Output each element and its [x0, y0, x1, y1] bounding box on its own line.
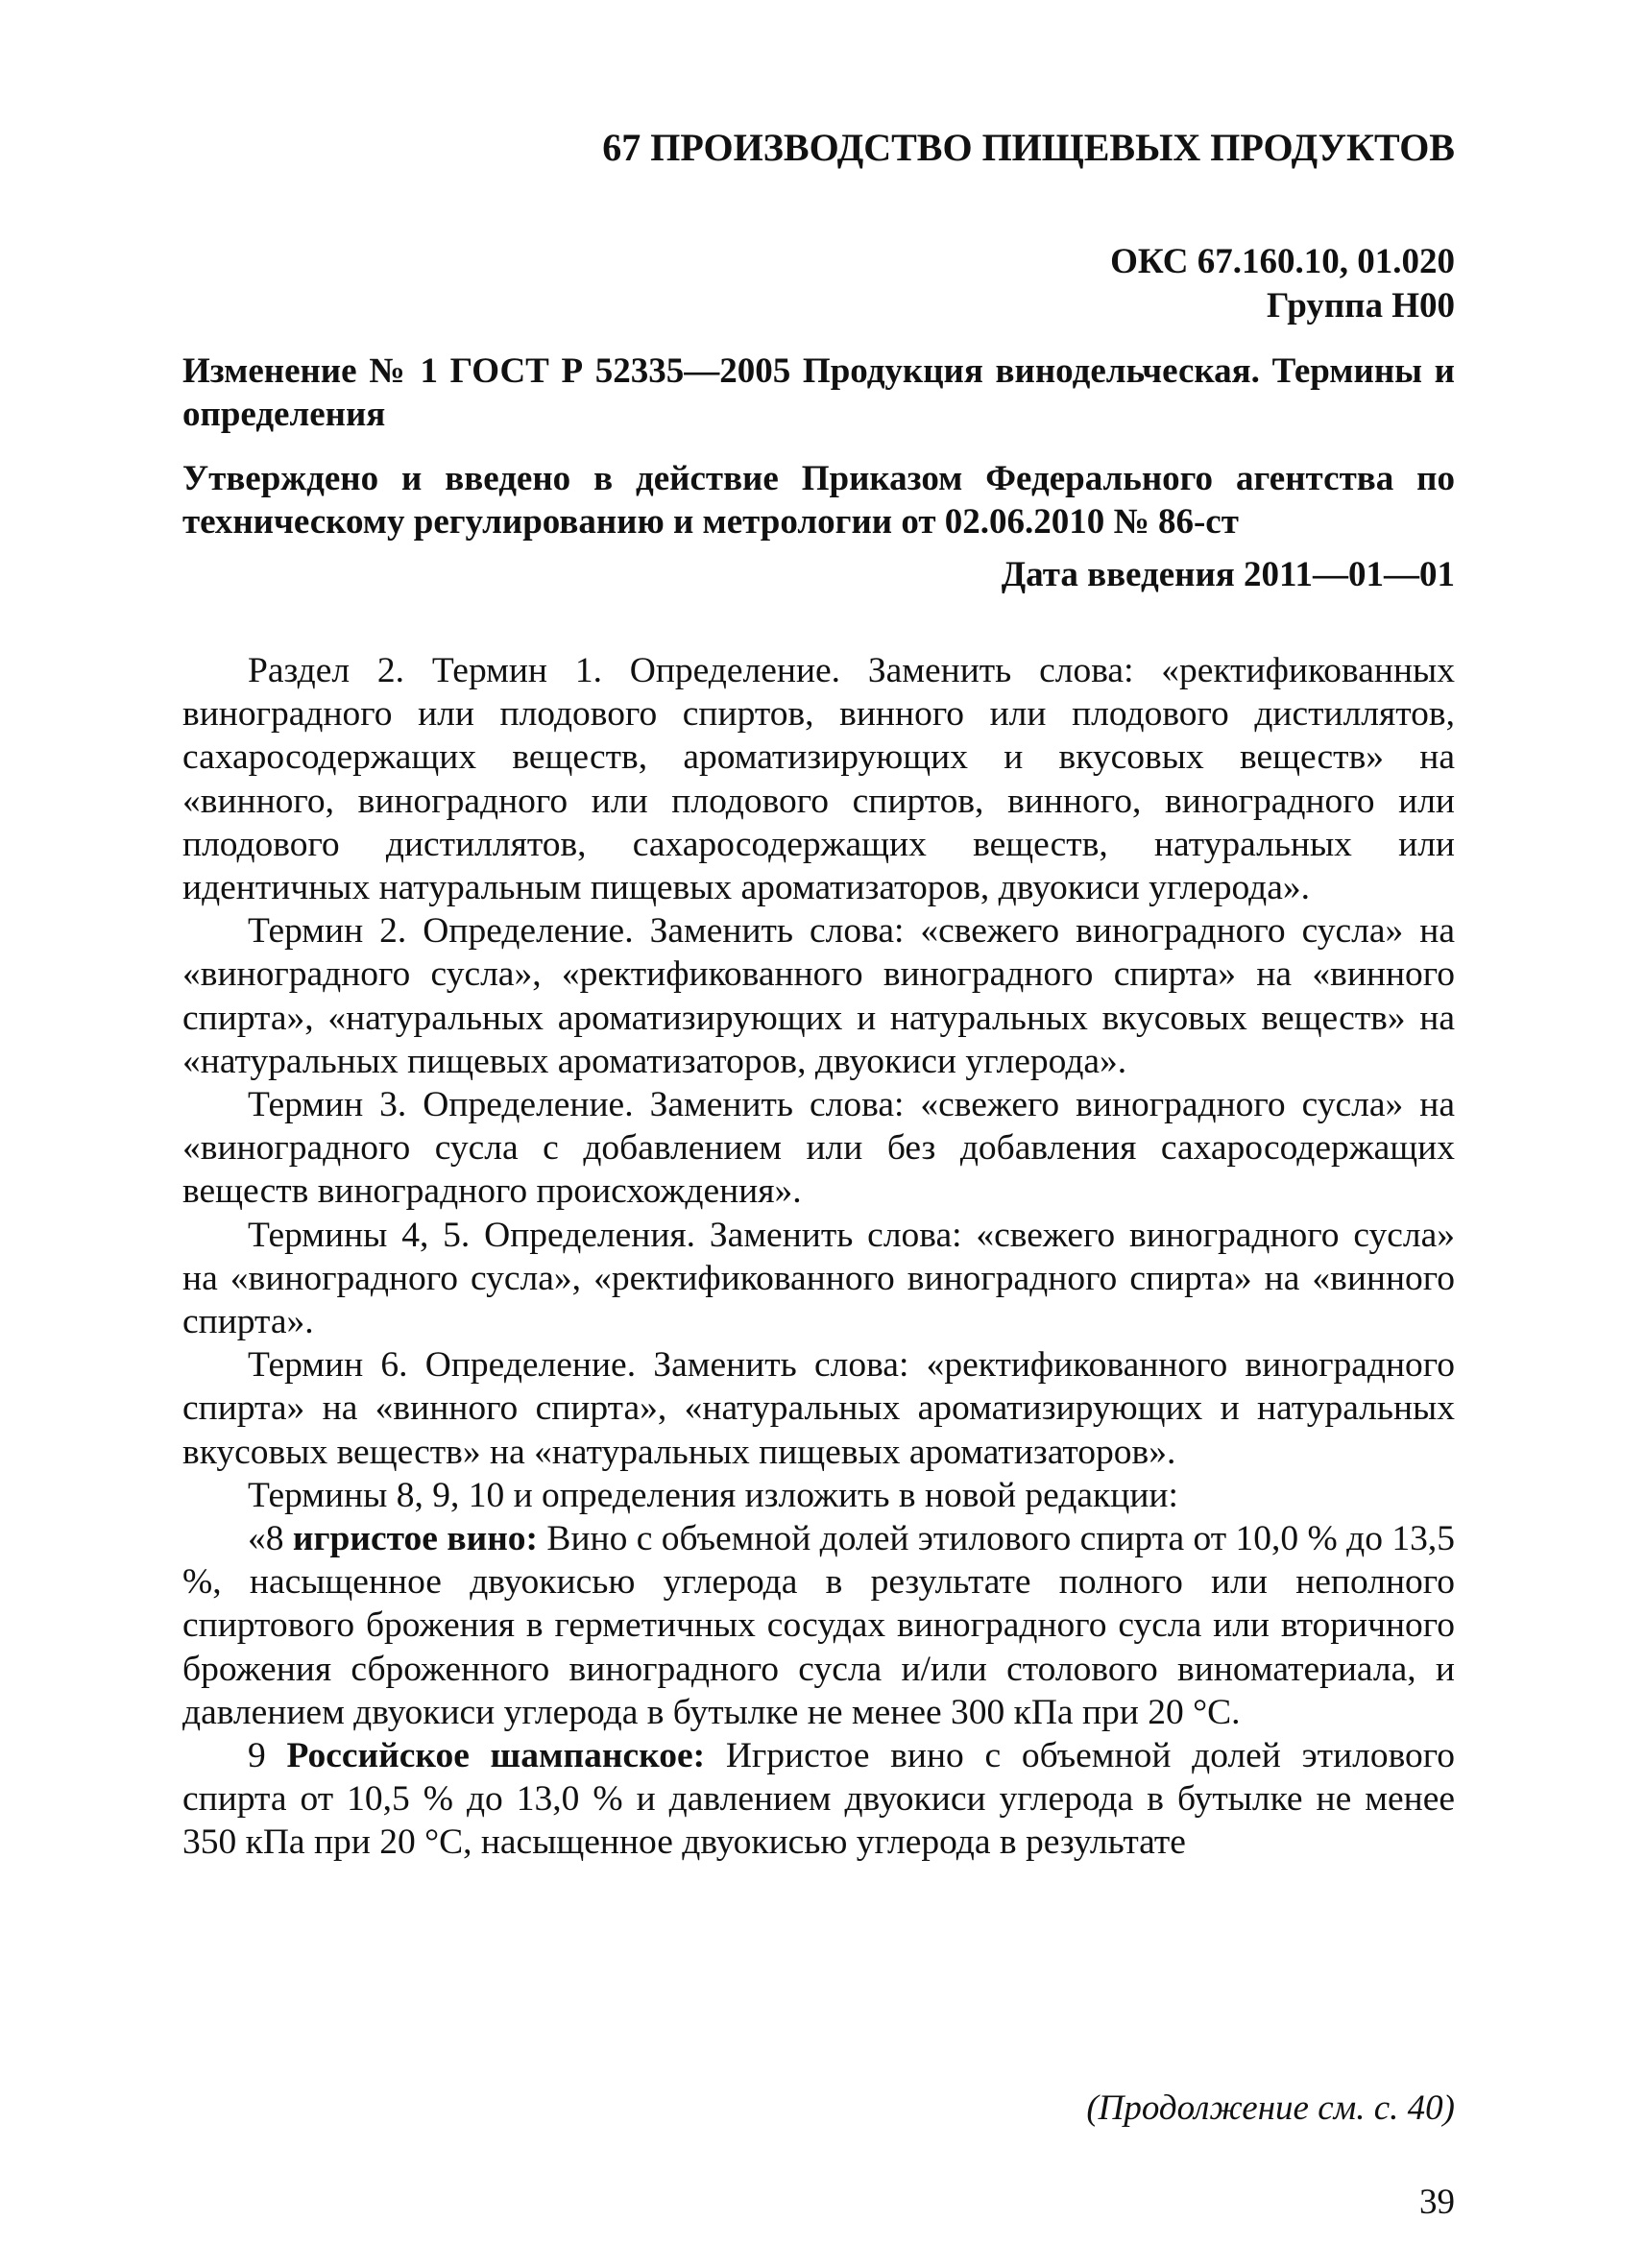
definition-text: Игристое вино с объемной долей этилового спирта от 10,5 % до 13,0 % и давлением двуокиси углерода в бутылке не менее 350 кПа при 20 °С, насыщенное двуокисью углерода в результате — [182, 1736, 1455, 1863]
paragraph-terms-8-10: Термины 8, 9, 10 и определения изложить в новой редакции: — [248, 1475, 1178, 1515]
paragraph-term-3: Термин 3. Определение. Заменить слова: «свежего виноградного сусла» на «виноградного сусла с добавлением или без добавления сахаросодержащих веществ виноградного происхождения». — [182, 1085, 1455, 1212]
introduction-date: Дата введения 2011—01—01 — [1001, 555, 1455, 594]
approval-statement: Утверждено и введено в действие Приказом Федерального агентства по техническому регулированию и метрологии от 02.06.2010 № 86-ст — [182, 459, 1455, 542]
definition-number: 9 — [248, 1736, 287, 1776]
paragraph-term-2: Термин 2. Определение. Заменить слова: «свежего виноградного сусла» на «виноградного сусла», «ректификованного виноградного спирта» на «винного спирта», «натуральных ароматизирующих и натуральных вкусовых веществ» на «натуральных пищевых ароматизаторов, двуокиси углерода». — [182, 911, 1455, 1081]
definition-text: Вино с объемной долей этилового спирта от 10,0 % до 13,5 %, насыщенное двуокисью углерода в результате полного или неполного спиртового брожения в герметичных сосудах виноградного сусла или вторичного брожения сброженного виноградного сусла и/или столового виноматериала, и давлением двуокиси углерода в бутылке не менее 300 кПа при 20 °С. — [182, 1519, 1456, 1732]
paragraph-terms-4-5: Термины 4, 5. Определения. Заменить слова: «свежего виноградного сусла» на «виноградного сусла», «ректификованного виноградного спирта» на «винного спирта». — [182, 1215, 1455, 1342]
continuation-note: (Продолжение см. с. 40) — [1086, 2088, 1455, 2128]
document-page — [182, 125, 1455, 1865]
definition-number: «8 — [248, 1519, 293, 1559]
amendment-title: Изменение № 1 ГОСТ Р 52335—2005 Продукция винодельческая. Термины и определения — [182, 351, 1455, 434]
group-code: Группа Н00 — [1267, 286, 1455, 326]
section-title: 67 ПРОИЗВОДСТВО ПИЩЕВЫХ ПРОДУКТОВ — [602, 126, 1455, 169]
definition-sparkling-wine — [182, 1517, 1455, 1734]
term-sparkling-wine: игристое вино: — [292, 1519, 539, 1559]
paragraph-term-1: Раздел 2. Термин 1. Определение. Заменить слова: «ректификованных виноградного или плодового спиртов, винного или плодового дистиллятов, сахаросодержащих веществ, ароматизирующих и вкусовых веществ» на «винного, виноградного или плодового спиртов, винного, виноградного или плодового дистиллятов, сахаросодержащих веществ, натуральных или идентичных натуральным пищевых ароматизаторов, двуокиси углерода». — [182, 651, 1455, 908]
term-russian-champagne: Российское шампанское: — [286, 1736, 706, 1776]
oks-code: ОКС 67.160.10, 01.020 — [1110, 242, 1455, 281]
page-number: 39 — [1419, 2183, 1455, 2222]
definition-russian-champagne — [182, 1734, 1455, 1865]
paragraph-term-6: Термин 6. Определение. Заменить слова: «ректификованного виноградного спирта» на «винного спирта», «натуральных ароматизирующих и натуральных вкусовых веществ» на «натуральных пищевых ароматизаторов». — [182, 1345, 1455, 1472]
classification-block — [182, 240, 1455, 328]
amendment-body — [182, 649, 1455, 1865]
